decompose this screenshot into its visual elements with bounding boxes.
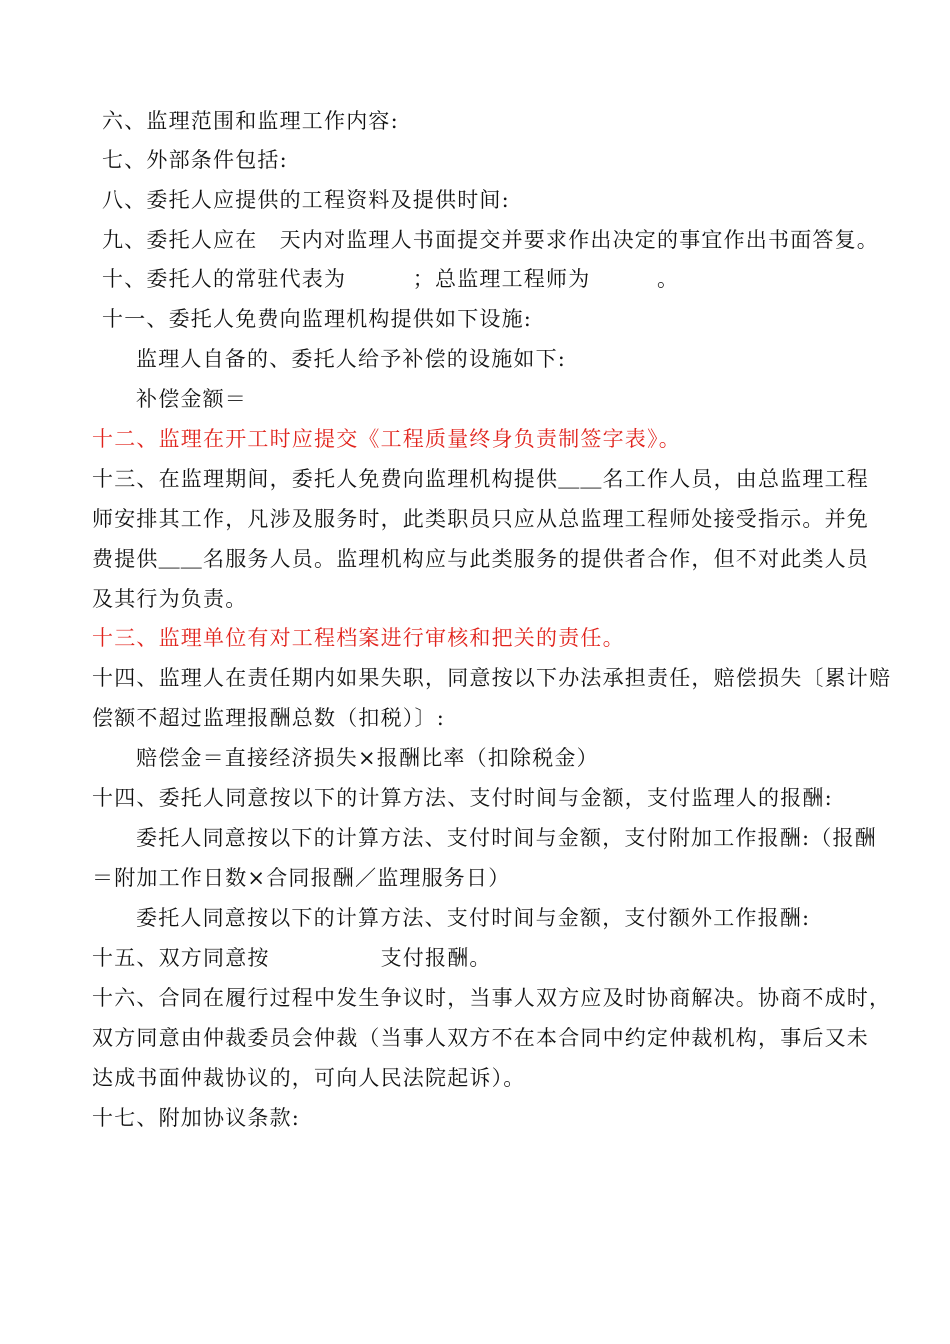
clause-16-line-3: 达成书面仲裁协议的，可向人民法院起诉）。 xyxy=(92,1066,526,1090)
clause-12-red: 十二、监理在开工时应提交《工程质量终身负责制签字表》。 xyxy=(92,427,681,451)
clause-11: 十一、委托人免费向监理机构提供如下设施: xyxy=(102,307,533,331)
clause-14-line-1: 十四、监理人在责任期内如果失职，同意按以下办法承担责任，赔偿损失〔累计赔 xyxy=(92,666,892,690)
clause-13-line-4: 及其行为负责。 xyxy=(92,587,248,611)
clause-9: 九、委托人应在 天内对监理人书面提交并要求作出决定的事宜作出书面答复。 xyxy=(102,228,879,252)
clause-6: 六、监理范围和监理工作内容: xyxy=(102,109,399,133)
clause-14b-extra: 委托人同意按以下的计算方法、支付时间与金额，支付额外工作报酬: xyxy=(136,906,811,930)
clause-10: 十、委托人的常驻代表为 ；总监理工程师为 。 xyxy=(102,267,680,291)
clause-16-line-1: 十六、合同在履行过程中发生争议时，当事人双方应及时协商解决。协商不成时， xyxy=(92,986,892,1010)
clause-15: 十五、双方同意按 支付报酬。 xyxy=(92,946,492,970)
clause-14b-additional-line-1: 委托人同意按以下的计算方法、支付时间与金额，支付附加工作报酬:（报酬 xyxy=(136,826,877,850)
clause-14b: 十四、委托人同意按以下的计算方法、支付时间与金额，支付监理人的报酬: xyxy=(92,786,833,810)
clause-16-line-2: 双方同意由仲裁委员会仲裁（当事人双方不在本合同中约定仲裁机构，事后又未 xyxy=(92,1026,869,1050)
clause-13-line-2: 师安排其工作，凡涉及服务时，此类职员只应从总监理工程师处接受指示。并免 xyxy=(92,507,869,531)
clause-14b-additional-line-2: ＝附加工作日数×合同报酬／监理服务日） xyxy=(92,866,511,890)
clause-17: 十七、附加协议条款: xyxy=(92,1106,301,1130)
clause-11-compensation: 补偿金额＝ xyxy=(136,387,247,411)
clause-14-formula: 赔偿金＝直接经济损失×报酬比率（扣除税金） xyxy=(136,746,599,770)
clause-7: 七、外部条件包括: xyxy=(102,148,288,172)
clause-8: 八、委托人应提供的工程资料及提供时间: xyxy=(102,188,510,212)
clause-13-line-3: 费提供＿＿名服务人员。监理机构应与此类服务的提供者合作，但不对此类人员 xyxy=(92,547,869,571)
clause-11-facilities: 监理人自备的、委托人给予补偿的设施如下: xyxy=(136,347,567,371)
clause-13-red: 十三、监理单位有对工程档案进行审核和把关的责任。 xyxy=(92,626,625,650)
clause-13-line-1: 十三、在监理期间，委托人免费向监理机构提供＿＿名工作人员，由总监理工程 xyxy=(92,467,869,491)
clause-14-line-2: 偿额不超过监理报酬总数（扣税）〕: xyxy=(92,706,445,730)
